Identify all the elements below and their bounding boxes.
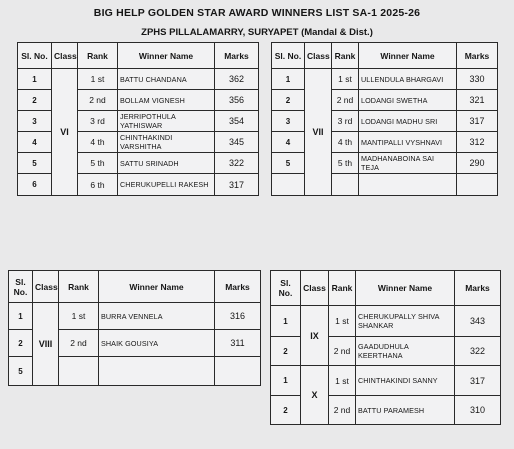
sl-no: 1	[271, 366, 301, 396]
sl-no: 4	[272, 132, 305, 153]
class-label: VII	[305, 69, 332, 196]
header-rank: Rank	[329, 271, 356, 306]
table-row	[9, 303, 261, 330]
header-class: Class	[33, 271, 59, 303]
rank: 6 th	[78, 174, 118, 196]
rank: 2 nd	[332, 90, 359, 111]
winner-name: LODANGI MADHU SRI	[359, 111, 457, 132]
rank: 2 nd	[78, 90, 118, 111]
sl-no: 1	[9, 303, 33, 330]
winners-table-class-vii	[271, 42, 498, 196]
marks: 317	[455, 366, 501, 396]
empty-cell	[359, 174, 457, 196]
table-row	[18, 69, 259, 90]
marks: 345	[215, 132, 259, 153]
winner-name: SHAIK GOUSIYA	[99, 330, 215, 357]
winner-name: SATTU SRINADH	[118, 153, 215, 174]
header-marks: Marks	[457, 43, 498, 69]
header-sl-no: Sl. No.	[272, 43, 305, 69]
header-rank: Rank	[78, 43, 118, 69]
class-label: VI	[52, 69, 78, 196]
rank: 1 st	[78, 69, 118, 90]
marks: 317	[457, 111, 498, 132]
marks: 322	[455, 337, 501, 366]
winner-name: ULLENDULA BHARGAVI	[359, 69, 457, 90]
sl-no: 6	[18, 174, 52, 196]
empty-cell	[272, 174, 305, 196]
marks: 356	[215, 90, 259, 111]
winners-table-class-vi	[17, 42, 259, 196]
sl-no: 2	[271, 337, 301, 366]
rank: 4 th	[332, 132, 359, 153]
rank: 4 th	[78, 132, 118, 153]
header-marks: Marks	[215, 43, 259, 69]
header-sl-no: Sl. No.	[271, 271, 301, 306]
marks: 312	[457, 132, 498, 153]
sl-no: 5	[18, 153, 52, 174]
winners-table-class-ix-x	[270, 270, 501, 425]
rank: 2 nd	[329, 337, 356, 366]
marks: 362	[215, 69, 259, 90]
sl-no: 1	[271, 306, 301, 337]
rank: 2 nd	[59, 330, 99, 357]
header-class: Class	[301, 271, 329, 306]
marks: 322	[215, 153, 259, 174]
winner-name: BOLLAM VIGNESH	[118, 90, 215, 111]
winner-name	[99, 357, 215, 386]
header-marks: Marks	[455, 271, 501, 306]
header-rank: Rank	[332, 43, 359, 69]
sl-no: 2	[272, 90, 305, 111]
rank: 1 st	[329, 366, 356, 396]
winner-name: MADHANABOINA SAI TEJA	[359, 153, 457, 174]
winner-name: BATTU CHANDANA	[118, 69, 215, 90]
header-class: Class	[305, 43, 332, 69]
class-label: IX	[301, 306, 329, 366]
winner-name: CHERUKUPALLY SHIVA SHANKAR	[356, 306, 455, 337]
rank: 3 rd	[332, 111, 359, 132]
marks: 316	[215, 303, 261, 330]
winner-name: GAADUDHULA KEERTHANA	[356, 337, 455, 366]
rank: 1 st	[329, 306, 356, 337]
header-marks: Marks	[215, 271, 261, 303]
marks: 317	[215, 174, 259, 196]
marks: 343	[455, 306, 501, 337]
document-subtitle: ZPHS PILLALAMARRY, SURYAPET (Mandal & Dist.)	[141, 27, 373, 38]
table-row	[271, 366, 501, 396]
marks	[215, 357, 261, 386]
header-sl-no: Sl. No.	[9, 271, 33, 303]
winner-name: CHINTHAKINDI SANNY	[356, 366, 455, 396]
header-sl-no: Sl. No.	[18, 43, 52, 69]
sl-no: 2	[271, 396, 301, 425]
empty-cell	[332, 174, 359, 196]
header-winner-name: Winner Name	[356, 271, 455, 306]
sl-no: 1	[272, 69, 305, 90]
rank: 5 th	[332, 153, 359, 174]
sl-no: 5	[9, 357, 33, 386]
empty-cell	[457, 174, 498, 196]
sl-no: 1	[18, 69, 52, 90]
header-class: Class	[52, 43, 78, 69]
class-label: VIII	[33, 303, 59, 386]
winners-table-class-viii	[8, 270, 261, 386]
table-row	[272, 69, 498, 90]
marks: 290	[457, 153, 498, 174]
marks: 311	[215, 330, 261, 357]
table-row	[271, 306, 501, 337]
document-title: BIG HELP GOLDEN STAR AWARD WINNERS LIST SA-1 2025-26	[93, 7, 421, 19]
winner-name: CHERUKUPELLI RAKESH	[118, 174, 215, 196]
marks: 310	[455, 396, 501, 425]
rank: 3 rd	[78, 111, 118, 132]
sl-no: 3	[18, 111, 52, 132]
rank: 5 th	[78, 153, 118, 174]
sl-no: 3	[272, 111, 305, 132]
sl-no: 4	[18, 132, 52, 153]
class-label: X	[301, 366, 329, 425]
header-winner-name: Winner Name	[99, 271, 215, 303]
rank: 1 st	[332, 69, 359, 90]
sl-no: 2	[18, 90, 52, 111]
winner-name: JERRIPOTHULA YATHISWAR	[118, 111, 215, 132]
header-winner-name: Winner Name	[359, 43, 457, 69]
winner-name: BURRA VENNELA	[99, 303, 215, 330]
rank	[59, 357, 99, 386]
marks: 354	[215, 111, 259, 132]
winner-name: BATTU PARAMESH	[356, 396, 455, 425]
rank: 2 nd	[329, 396, 356, 425]
sl-no: 5	[272, 153, 305, 174]
marks: 321	[457, 90, 498, 111]
rank: 1 st	[59, 303, 99, 330]
winner-name: CHINTHAKINDI VARSHITHA	[118, 132, 215, 153]
header-rank: Rank	[59, 271, 99, 303]
marks: 330	[457, 69, 498, 90]
header-winner-name: Winner Name	[118, 43, 215, 69]
winner-name: LODANGI SWETHA	[359, 90, 457, 111]
winner-name: MANTIPALLI VYSHNAVI	[359, 132, 457, 153]
sl-no: 2	[9, 330, 33, 357]
